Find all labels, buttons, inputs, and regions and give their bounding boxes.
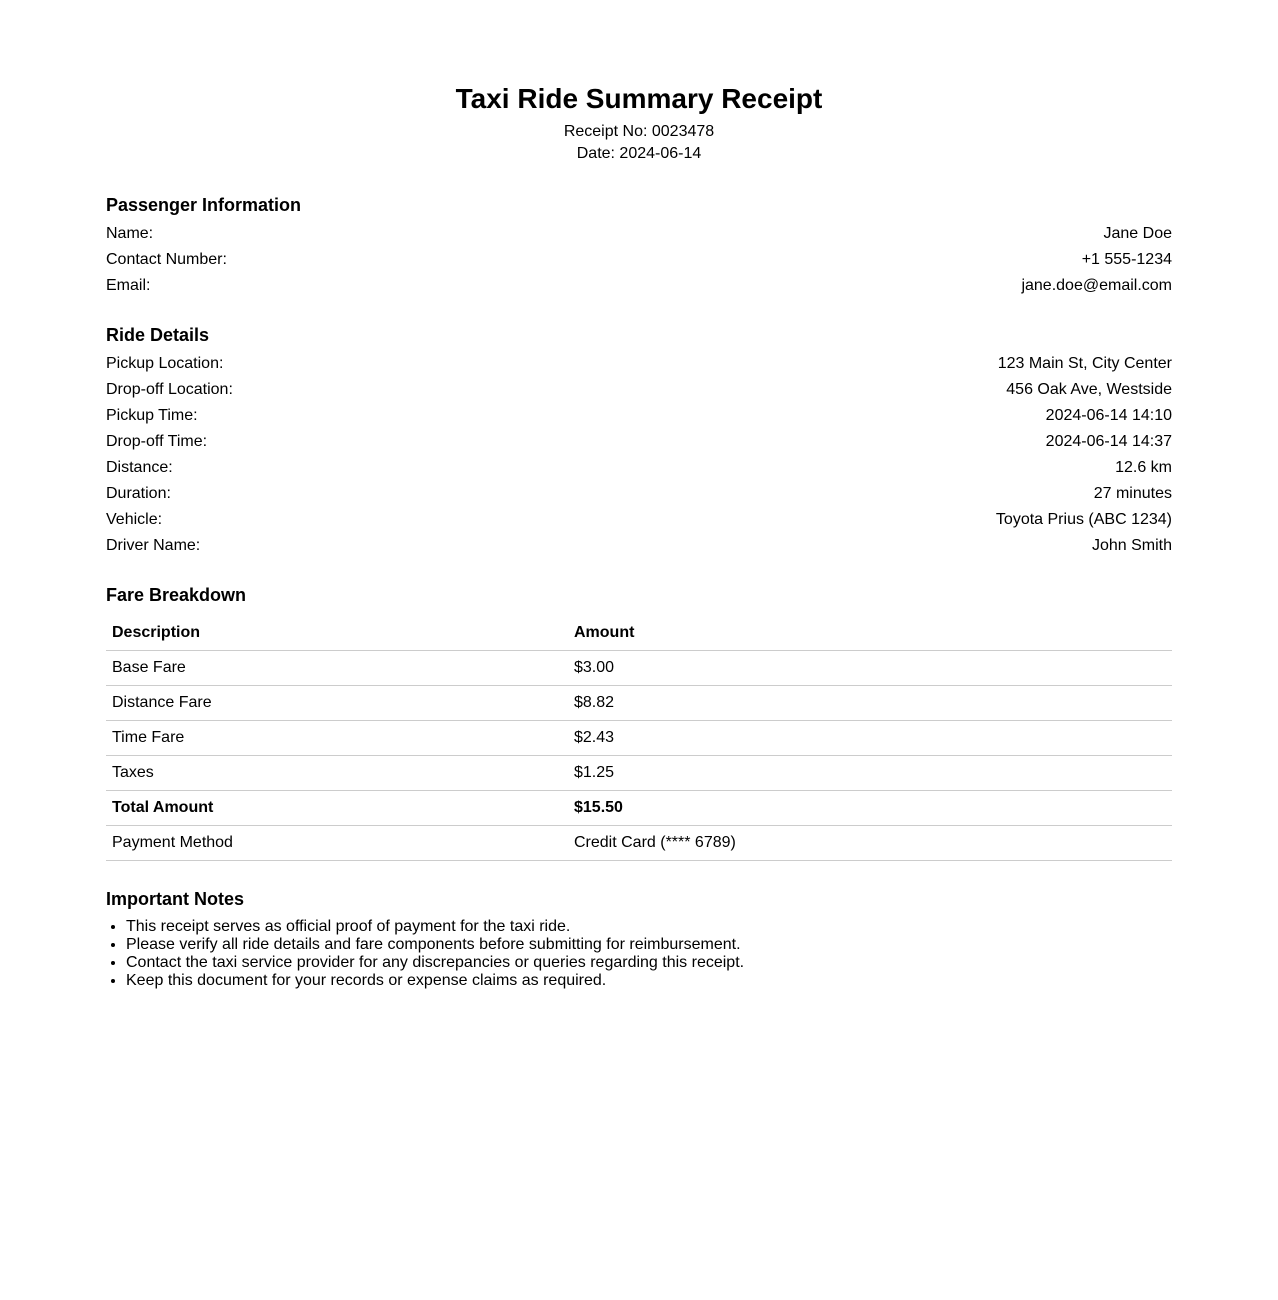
dropoff-location-label: Drop-off Location: <box>106 381 233 398</box>
fare-header-description: Description <box>106 616 568 651</box>
list-item: • Contact the taxi service provider for any discrepancies or queries regarding this receipt. <box>126 954 1172 972</box>
table-row <box>106 651 1172 686</box>
ride-driver-row <box>106 533 1172 559</box>
fare-table <box>106 616 1172 861</box>
passenger-contact-value: +1 555-1234 <box>1081 251 1172 268</box>
ride-section-title: Ride Details <box>106 325 210 345</box>
table-row <box>106 686 1172 721</box>
passenger-details <box>106 221 1172 299</box>
dropoff-time-value: 2024-06-14 14:37 <box>1045 433 1172 450</box>
distance-label: Distance: <box>106 459 173 476</box>
pickup-time-value: 2024-06-14 14:10 <box>1045 407 1172 424</box>
passenger-email-value: jane.doe@email.com <box>1021 277 1172 294</box>
payment-method-row <box>106 826 1172 861</box>
ride-section <box>106 324 1172 559</box>
fare-description: Base Fare <box>106 651 568 686</box>
fare-header-amount: Amount <box>568 616 1172 651</box>
ride-distance-row <box>106 455 1172 481</box>
passenger-name-row <box>106 221 1172 247</box>
vehicle-value: Toyota Prius (ABC 1234) <box>995 511 1172 528</box>
receipt-date: Date: 2024-06-14 <box>576 145 702 162</box>
total-amount-label: Total Amount <box>106 791 568 826</box>
ride-duration-row <box>106 481 1172 507</box>
fare-description: Taxes <box>106 756 568 791</box>
fare-amount: $2.43 <box>568 721 1172 756</box>
notes-section-title: Important Notes <box>106 889 245 909</box>
ride-pickup-location-row <box>106 351 1172 377</box>
total-amount-value: $15.50 <box>568 791 1172 826</box>
driver-value: John Smith <box>1091 537 1172 554</box>
fare-section <box>106 584 1172 861</box>
receipt-page <box>106 0 1172 990</box>
fare-section-title: Fare Breakdown <box>106 585 247 605</box>
pickup-time-label: Pickup Time: <box>106 407 198 424</box>
passenger-contact-row <box>106 247 1172 273</box>
page-title: Taxi Ride Summary Receipt <box>455 83 823 114</box>
ride-pickup-time-row <box>106 403 1172 429</box>
fare-amount: $1.25 <box>568 756 1172 791</box>
vehicle-label: Vehicle: <box>106 511 163 528</box>
list-item: • This receipt serves as official proof of payment for the taxi ride. <box>126 918 1172 936</box>
list-item: • Please verify all ride details and fare components before submitting for reimbursement. <box>126 936 1172 954</box>
receipt-number: Receipt No: 0023478 <box>563 123 715 140</box>
passenger-name-label: Name: <box>106 225 154 242</box>
distance-value: 12.6 km <box>1115 459 1172 476</box>
table-row <box>106 756 1172 791</box>
ride-details <box>106 351 1172 559</box>
fare-amount: $8.82 <box>568 686 1172 721</box>
passenger-name-value: Jane Doe <box>1103 225 1172 242</box>
pickup-location-label: Pickup Location: <box>106 355 224 372</box>
passenger-email-label: Email: <box>106 277 151 294</box>
fare-table-header <box>106 616 1172 651</box>
passenger-section-title: Passenger Information <box>106 195 302 215</box>
pickup-location-value: 123 Main St, City Center <box>997 355 1172 372</box>
notes-section <box>106 888 1172 990</box>
notes-list <box>106 918 1172 990</box>
dropoff-time-label: Drop-off Time: <box>106 433 208 450</box>
fare-amount: $3.00 <box>568 651 1172 686</box>
fare-description: Time Fare <box>106 721 568 756</box>
duration-label: Duration: <box>106 485 171 502</box>
passenger-section <box>106 194 1172 299</box>
fare-description: Distance Fare <box>106 686 568 721</box>
dropoff-location-value: 456 Oak Ave, Westside <box>1006 381 1172 398</box>
passenger-contact-label: Contact Number: <box>106 251 227 268</box>
ride-vehicle-row <box>106 507 1172 533</box>
table-row <box>106 721 1172 756</box>
duration-value: 27 minutes <box>1093 485 1172 502</box>
payment-method-value: Credit Card (**** 6789) <box>568 826 1172 861</box>
ride-dropoff-location-row <box>106 377 1172 403</box>
total-amount-row <box>106 791 1172 826</box>
list-item: • Keep this document for your records or expense claims as required. <box>126 972 1172 990</box>
ride-dropoff-time-row <box>106 429 1172 455</box>
driver-label: Driver Name: <box>106 537 201 554</box>
payment-method-label: Payment Method <box>106 826 568 861</box>
passenger-email-row <box>106 273 1172 299</box>
